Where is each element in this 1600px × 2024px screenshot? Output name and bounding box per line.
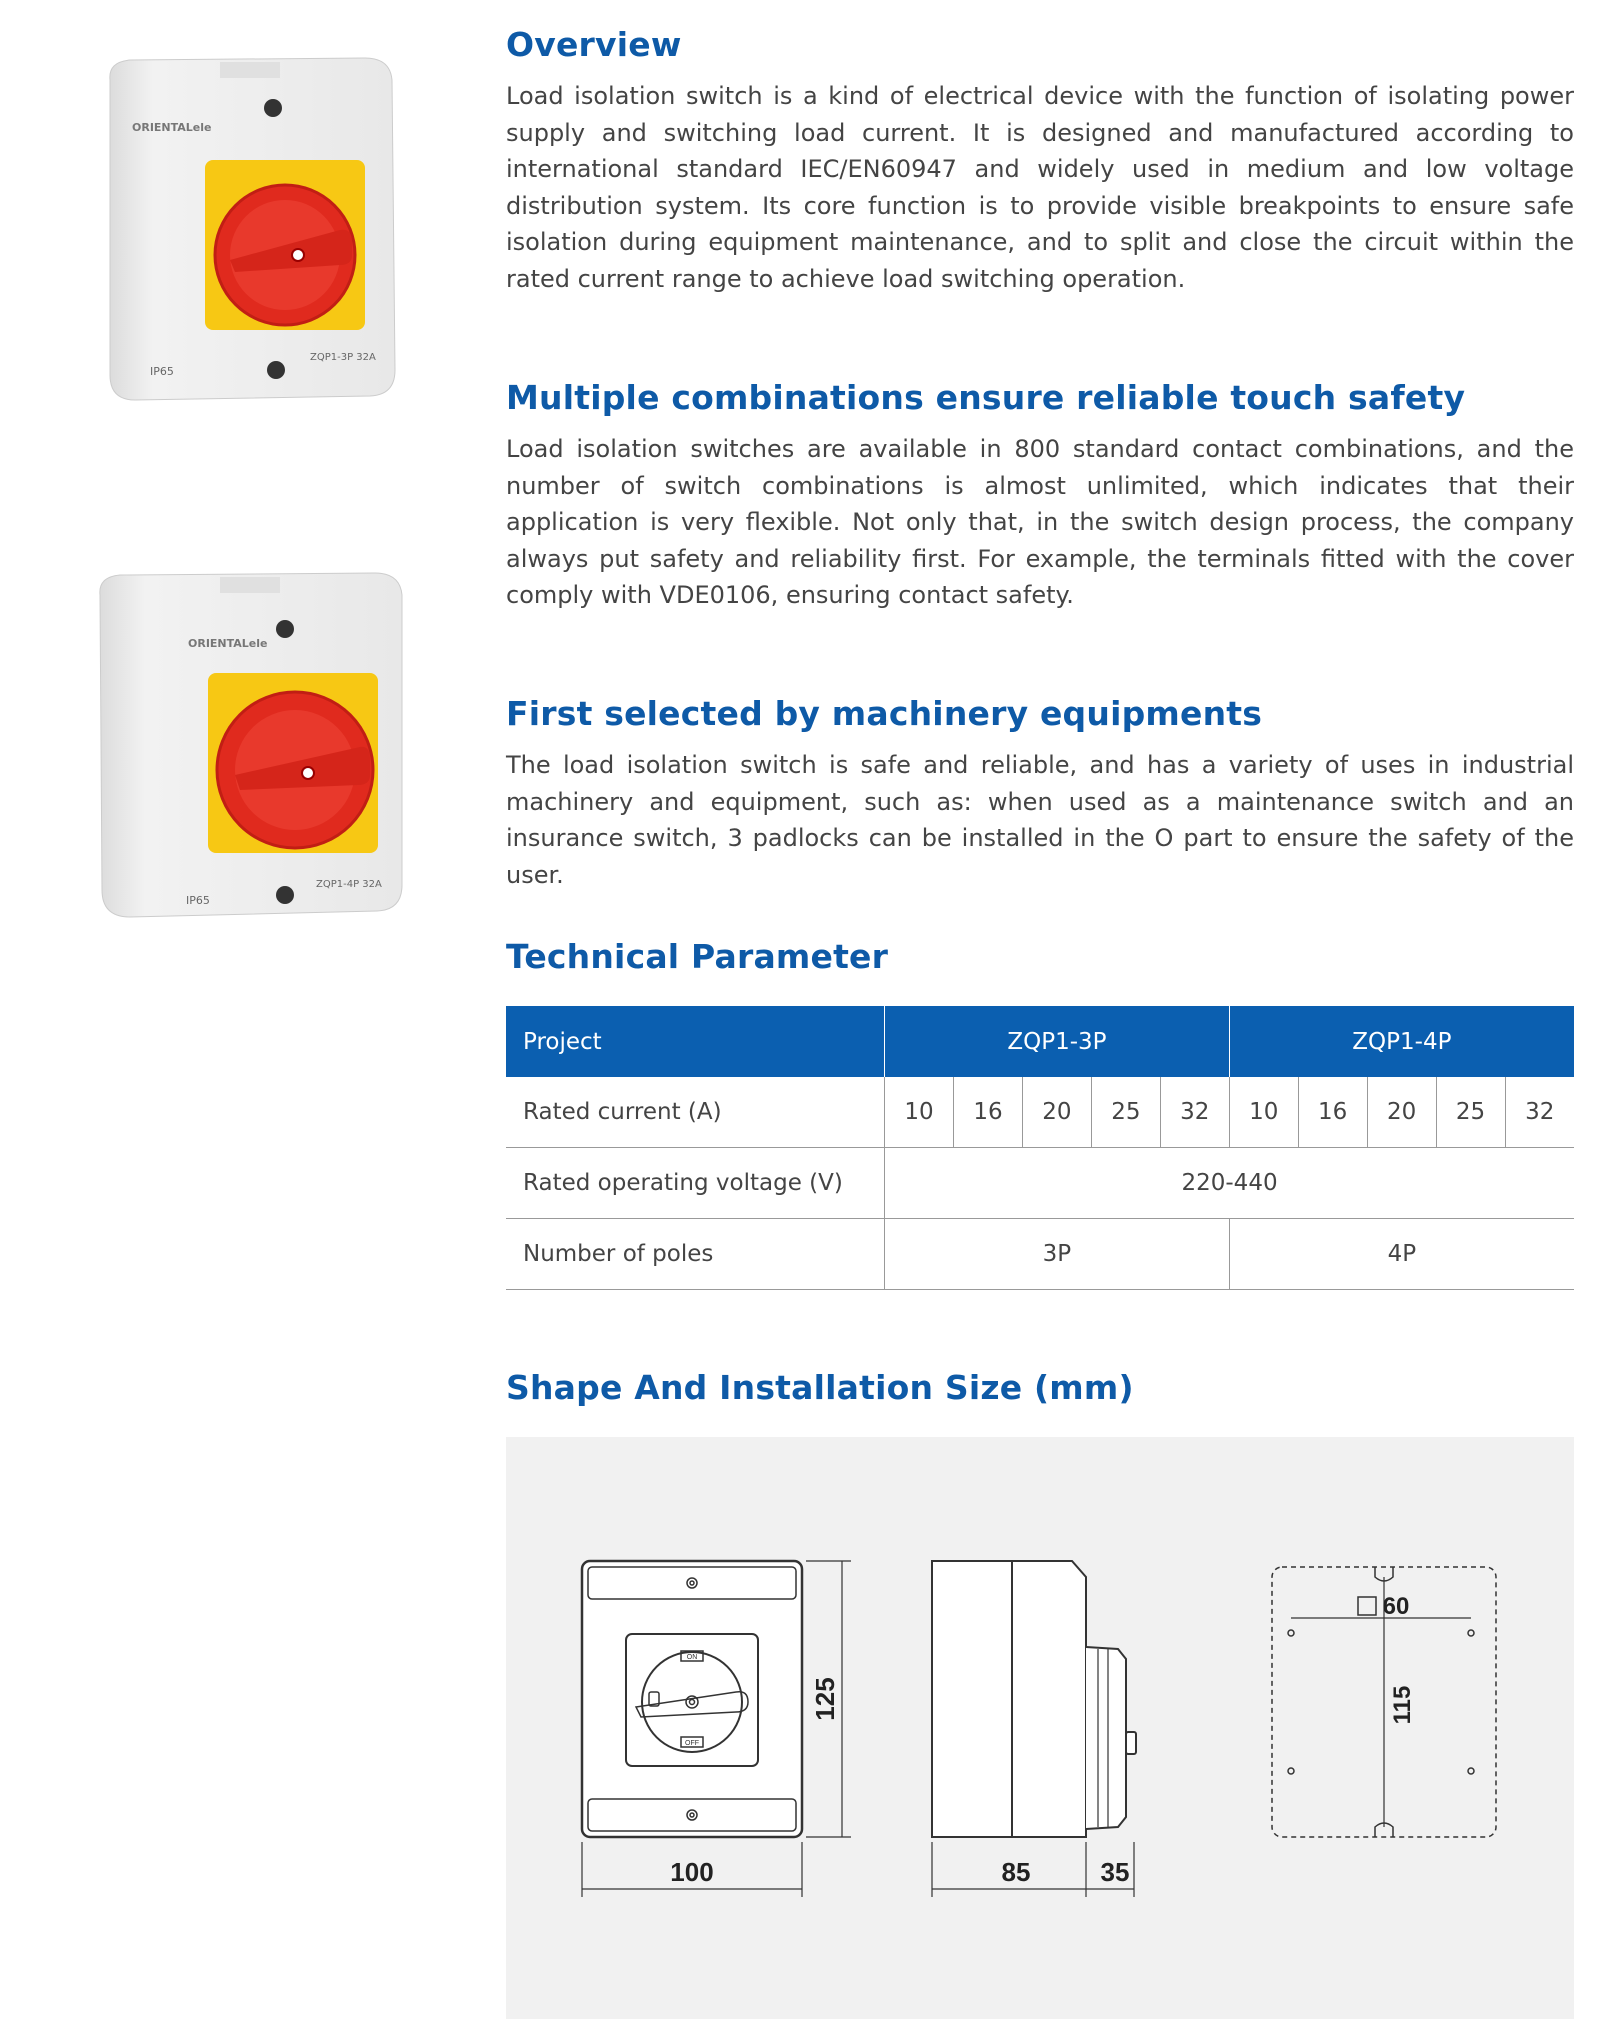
label-off: OFF [685, 1740, 699, 1747]
cell-current: 20 [1022, 1077, 1091, 1148]
overview-text: Load isolation switch is a kind of electrical device with the function of isolating power supply and switching load current. It is designed and manufactured according to international standard IEC/EN60947 and widely used in medium and low voltage distribution system. Its core function is to provide visible breakpoints to ensure safe isolation during equipment maintenance, and to split and close the circuit within the rated current range to achieve load switching operation. [506, 82, 1574, 293]
dim-front-height: 125 [810, 1677, 840, 1721]
product-image-4p [90, 565, 410, 925]
overview-title: Overview [506, 25, 682, 64]
dim-front-width: 100 [670, 1857, 714, 1887]
shape-title: Shape And Installation Size (mm) [506, 1368, 1134, 1407]
dim-side-depth: 85 [1001, 1857, 1031, 1887]
ip-rating-label: IP65 [150, 365, 174, 378]
machinery-title: First selected by machinery equipments [506, 694, 1263, 733]
technical-section [506, 937, 1574, 1290]
header-project: Project [506, 1006, 885, 1077]
header-3p: ZQP1-3P [885, 1006, 1230, 1077]
product-image-3p [90, 50, 410, 410]
table-row [506, 1219, 1574, 1290]
model-label: ZQP1-4P 32A [316, 879, 382, 890]
cell-current: 25 [1436, 1077, 1505, 1148]
technical-title: Technical Parameter [506, 937, 889, 976]
combinations-title: Multiple combinations ensure reliable touch safety [506, 378, 1466, 417]
cell-voltage: 220-440 [885, 1148, 1574, 1219]
cell-current: 10 [885, 1077, 954, 1148]
table-row [506, 1077, 1574, 1148]
technical-table [506, 1006, 1574, 1290]
brand-logo: ORIENTALele [188, 637, 268, 650]
ip-rating-label: IP65 [186, 894, 210, 907]
row-label-current: Rated current (A) [506, 1077, 885, 1148]
side-view [932, 1561, 1136, 1837]
combinations-text: Load isolation switches are available in 800 standard contact combinations, and the number of switch combinations is almost unlimited, which indicates that their application is very flexible. Not only that, in the switch design process, the company always put safety and reliability first. For example, the terminals fitted with the cover comply with VDE0106, ensuring contact safety. [506, 435, 1574, 610]
table-header-row [506, 1006, 1574, 1077]
overview-section [506, 25, 1574, 298]
cell-current: 16 [1298, 1077, 1367, 1148]
label-on: ON [686, 1654, 698, 1661]
cell-current: 16 [954, 1077, 1023, 1148]
cell-poles-3p: 3P [885, 1219, 1230, 1290]
cell-current: 32 [1160, 1077, 1229, 1148]
combinations-section [506, 378, 1574, 614]
machinery-section [506, 694, 1574, 893]
cell-poles-4p: 4P [1229, 1219, 1574, 1290]
front-view [582, 1561, 802, 1837]
cell-current: 10 [1229, 1077, 1298, 1148]
dim-mount-square: 60 [1382, 1593, 1410, 1620]
table-row [506, 1148, 1574, 1219]
brand-logo: ORIENTALele [132, 121, 212, 134]
cell-current: 20 [1367, 1077, 1436, 1148]
row-label-voltage: Rated operating voltage (V) [506, 1148, 885, 1219]
dim-handle-depth: 35 [1100, 1857, 1130, 1887]
dim-mount-height: 115 [1389, 1685, 1416, 1725]
row-label-poles: Number of poles [506, 1219, 885, 1290]
shape-section [506, 1368, 1574, 1407]
cell-current: 25 [1091, 1077, 1160, 1148]
model-label: ZQP1-3P 32A [310, 352, 376, 363]
machinery-text: The load isolation switch is safe and reliable, and has a variety of uses in industrial machinery and equipment, such as: when used as a maintenance switch and an insurance switch, 3 padlocks can be installed in the O part to ensure the safety of the user. [506, 751, 1574, 889]
header-4p: ZQP1-4P [1229, 1006, 1574, 1077]
dimension-drawing [506, 1437, 1574, 2019]
cell-current: 32 [1505, 1077, 1574, 1148]
